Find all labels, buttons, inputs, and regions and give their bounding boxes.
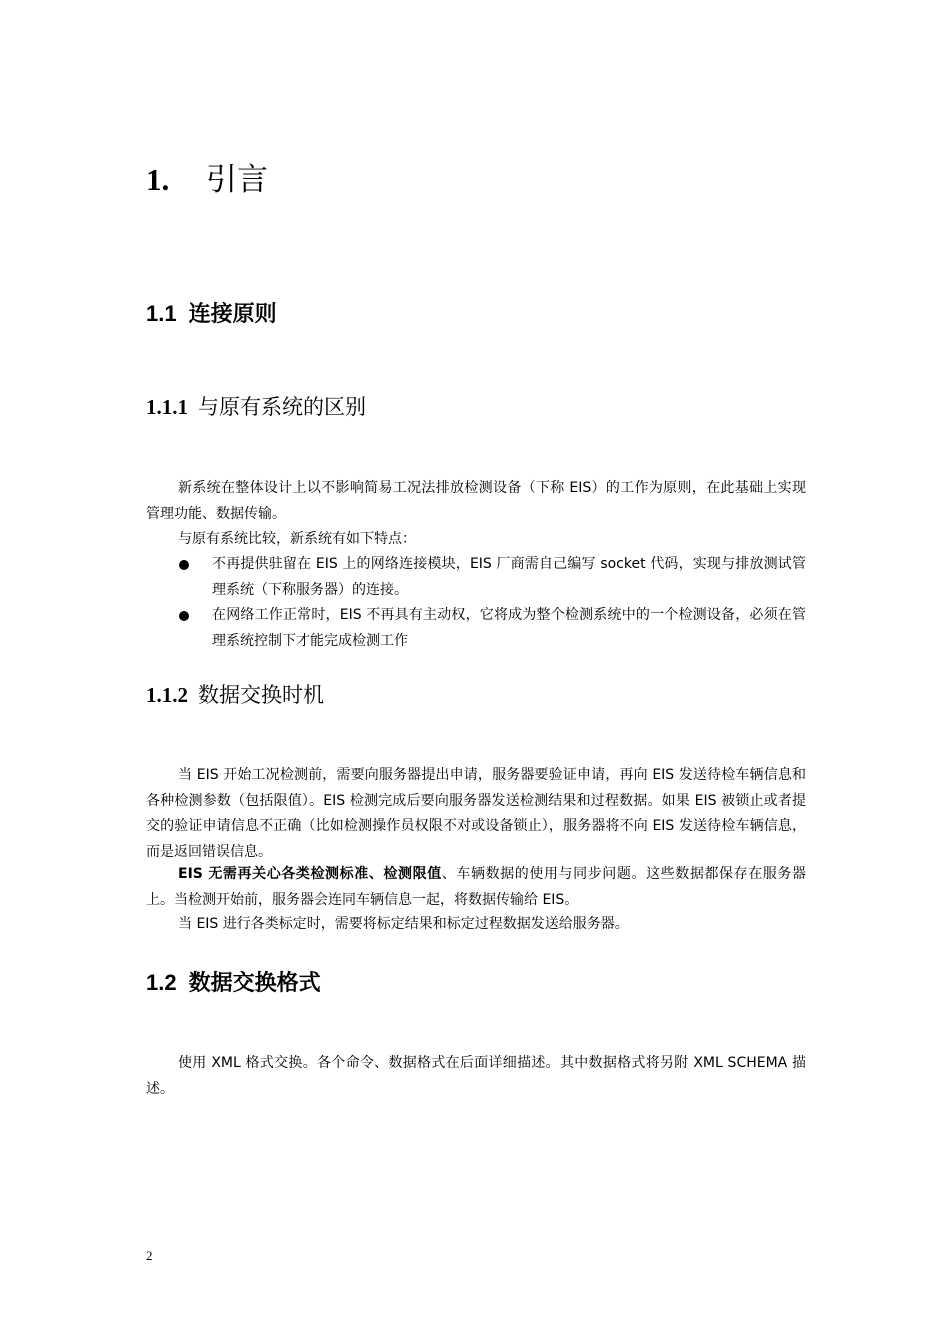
list-item-text: 在网络工作正常时，EIS 不再具有主动权，它将成为整个检测系统中的一个检测设备，必须在管理系统控制下才能完成检测工作 <box>212 607 806 649</box>
subsection-title: 与原有系统的区别 <box>198 395 366 419</box>
chapter-heading <box>146 158 268 202</box>
list-item <box>146 552 806 603</box>
bullet-icon <box>179 611 189 621</box>
paragraph: 使用 XML 格式交换。各个命令、数据格式在后面详细描述。其中数据格式将另附 XML SCHEMA 描述。 <box>146 1055 806 1097</box>
subsection-number: 1.1.2 <box>146 683 188 707</box>
section-title: 数据交换格式 <box>188 971 321 996</box>
paragraph: 与原有系统比较，新系统有如下特点： <box>178 531 416 547</box>
paragraph: 当 EIS 开始工况检测前，需要向服务器提出申请，服务器要验证申请，再向 EIS 发送待检车辆信息和各种检测参数（包括限值）。EIS 检测完成后要向服务器发送检测结果和过程数据。如果 EIS 被锁止或者提交的验证申请信息不正确（比如检测操作员权限不对或设备锁止），服务器将不向 EIS 发送待检车辆信息，而是返回错误信息。 <box>146 767 806 860</box>
bold-text: EIS 无需再关心各类检测标准、检测限值 <box>178 866 442 882</box>
section-heading-1-1 <box>146 298 277 331</box>
chapter-title: 引言 <box>206 162 268 198</box>
subsection-heading-1-1-1 <box>146 391 366 423</box>
section-title: 连接原则 <box>188 302 277 327</box>
paragraph-text: 、车辆数据的使用与同步问题。这些数据都保存在服务器上。当检测开始前，服务器会连同车辆信息一起，将数据传输给 EIS。 <box>146 866 806 908</box>
section-number: 1.1 <box>146 301 177 326</box>
feature-list <box>146 552 806 654</box>
paragraph <box>146 862 806 913</box>
subsection-number: 1.1.1 <box>146 395 188 419</box>
page-number: 2 <box>146 1248 153 1263</box>
subsection-title: 数据交换时机 <box>198 683 324 707</box>
list-item <box>146 603 806 654</box>
paragraph: 当 EIS 进行各类标定时，需要将标定结果和标定过程数据发送给服务器。 <box>178 916 629 932</box>
subsection-heading-1-1-2 <box>146 679 324 711</box>
list-item-text: 不再提供驻留在 EIS 上的网络连接模块，EIS 厂商需自己编写 socket 代码，实现与排放测试管理系统（下称服务器）的连接。 <box>212 556 806 598</box>
paragraph: 新系统在整体设计上以不影响简易工况法排放检测设备（下称 EIS）的工作为原则，在此基础上实现管理功能、数据传输。 <box>146 480 806 522</box>
bullet-icon <box>179 560 189 570</box>
section-number: 1.2 <box>146 970 177 995</box>
chapter-number: 1. <box>146 162 170 197</box>
section-heading-1-2 <box>146 967 321 1000</box>
